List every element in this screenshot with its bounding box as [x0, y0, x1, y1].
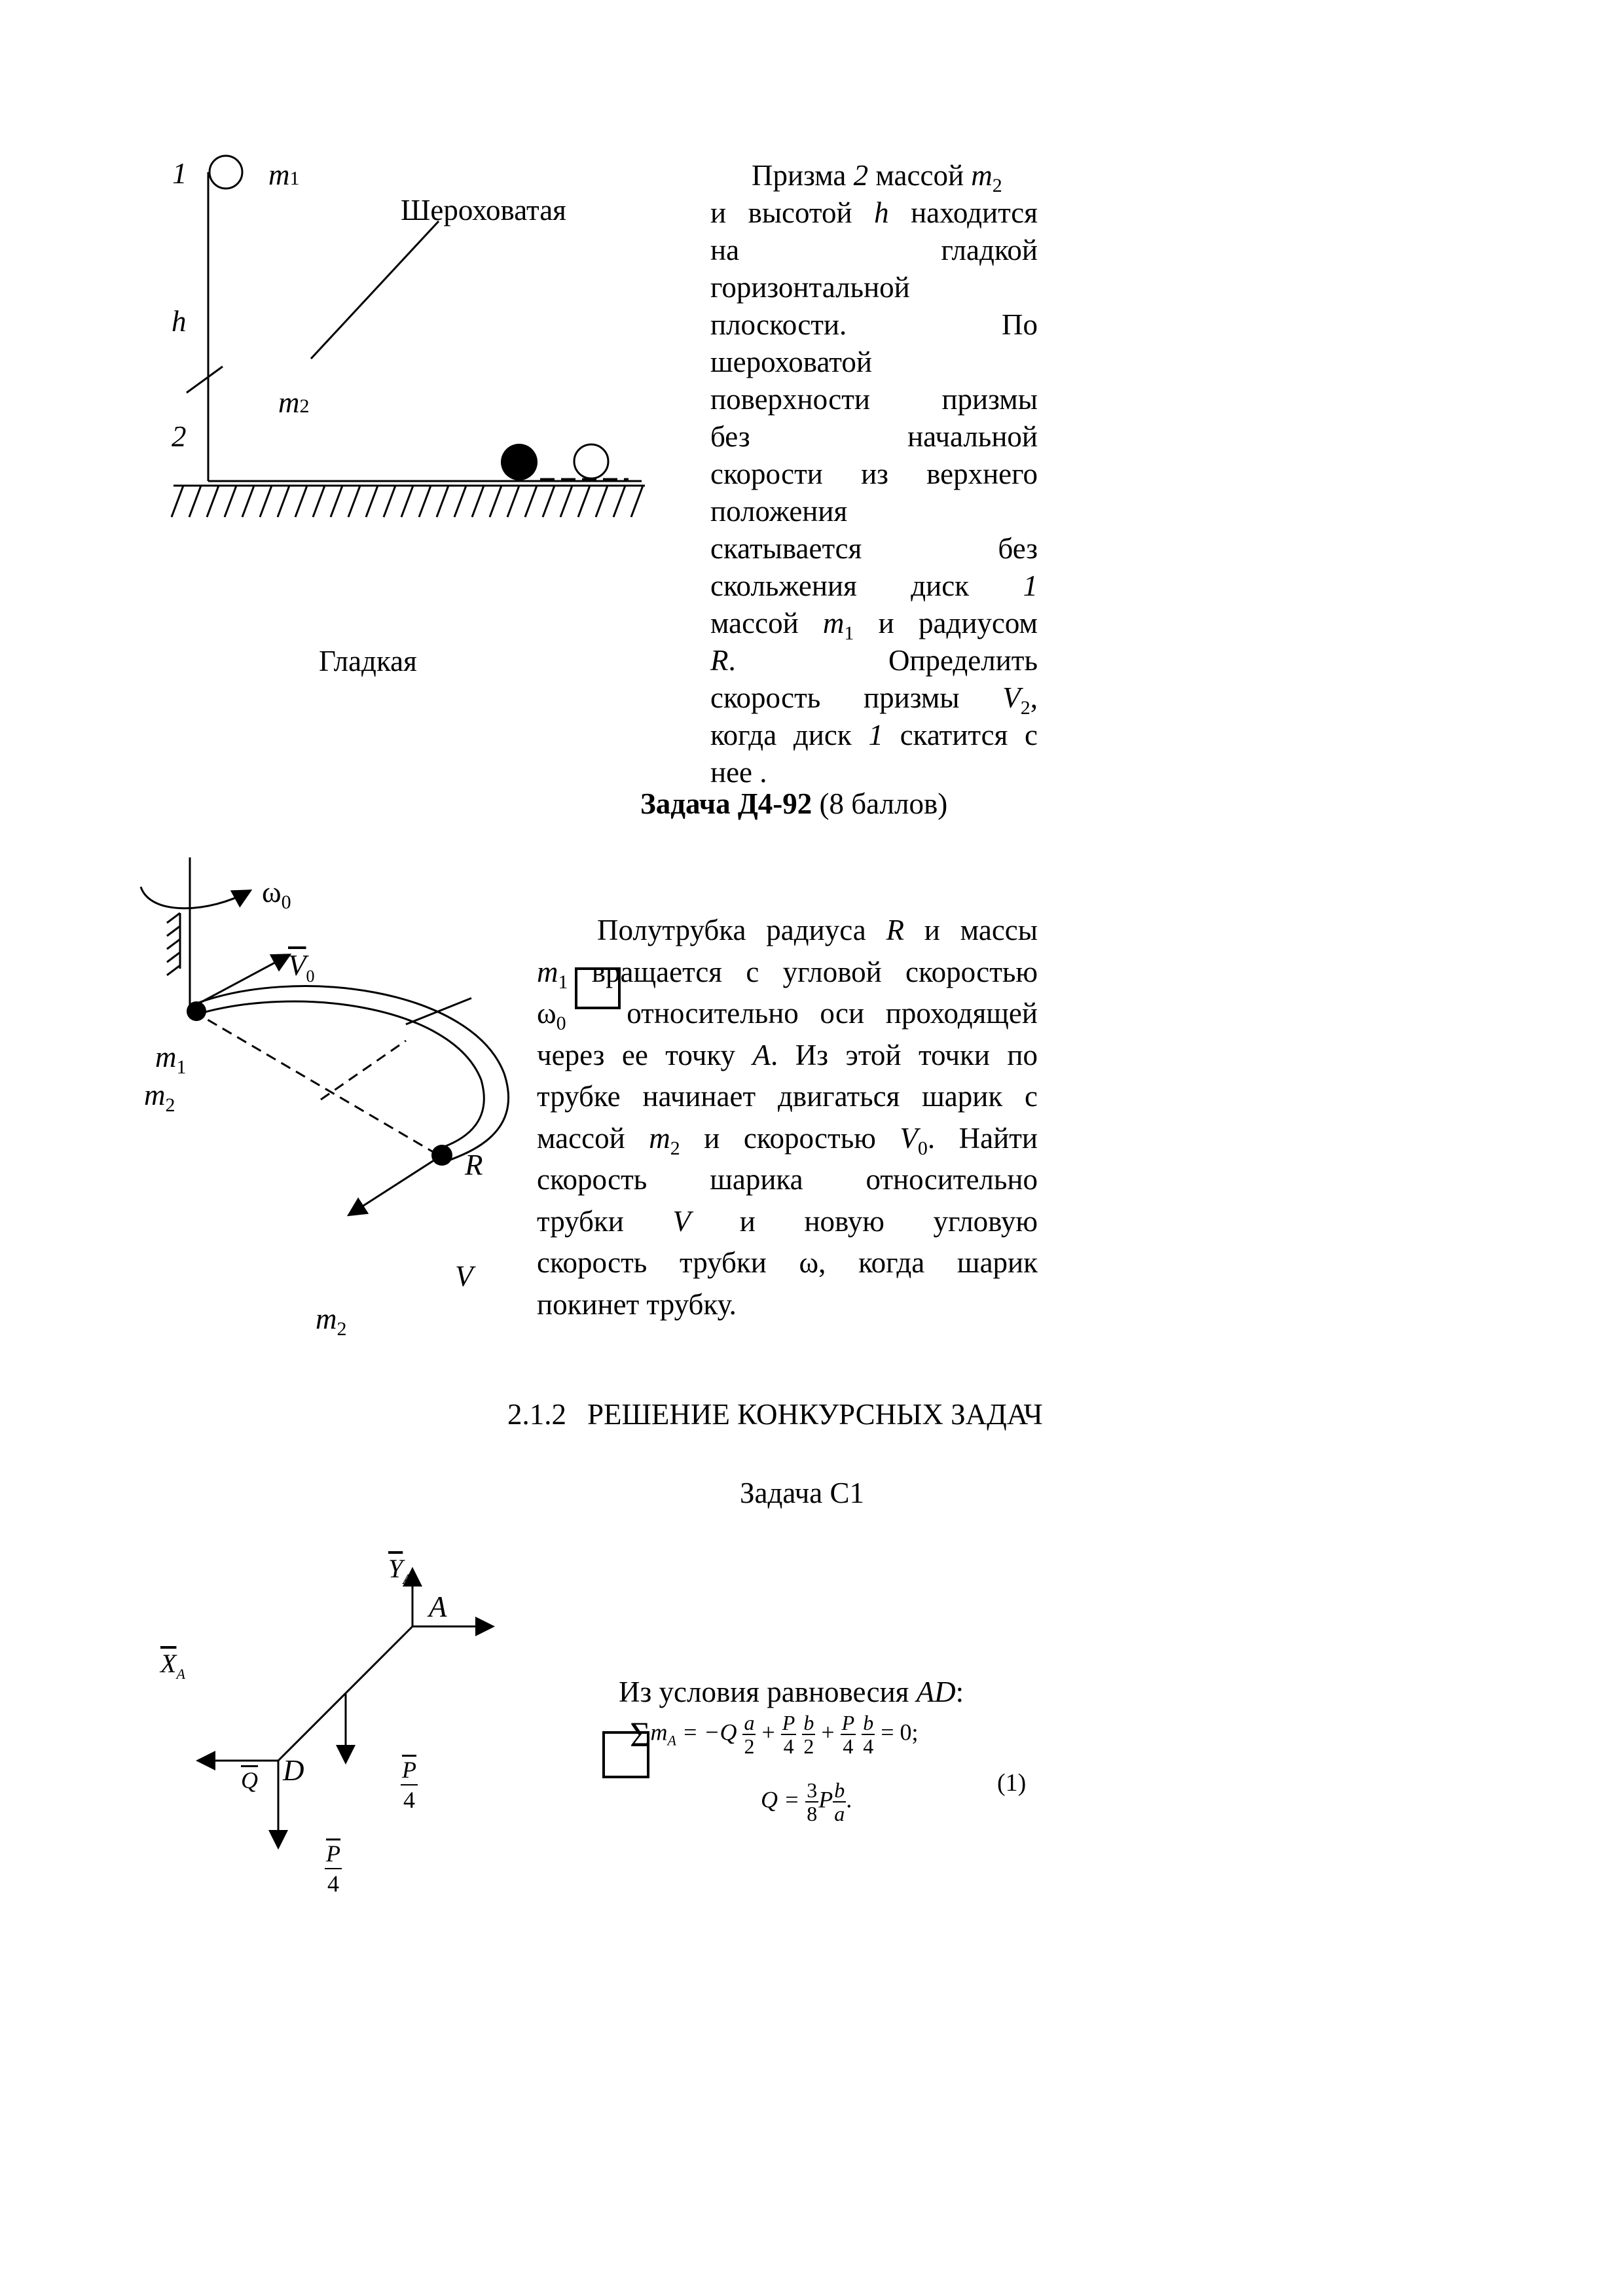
label-m2: m2 — [278, 386, 310, 419]
label-ya: $\overline{Y}_A$ — [388, 1554, 412, 1587]
label-Q: $\overline{Q}$ — [241, 1767, 258, 1793]
label-xa: $\overline{X}_A$ — [160, 1649, 185, 1682]
label-prism-2: 2 — [172, 420, 187, 453]
label-m2-fig2: $m_2$ — [144, 1079, 175, 1116]
equation-number: (1) — [997, 1769, 1027, 1797]
label-R: R — [465, 1149, 483, 1181]
label-smooth: Гладкая — [319, 645, 417, 677]
label-D: D — [283, 1754, 304, 1787]
solution-intro: Из условия равновесия AD: — [619, 1676, 964, 1708]
problem2-text: Полутрубка радиуса R и массы $m_1$ вращается с угловой скоростью $\omega_0$ относительно оси проходящей через ее точку A. Из этой точки по трубке начинает двигаться шарик с массой $m_2$ и скоростью $V_0$. Найти скорость шарика относительно трубки V и новую угловую скорость трубки ω, когда шарик покинет трубку. — [537, 914, 1038, 1321]
equation-1: $\Sigma m_A = -Q$ $\frac{a}{2}$ + $\frac{P}{4}$ $\frac{b}{2}$ + $\frac{P}{4}$ $\frac{b}{4}$ = 0; — [630, 1711, 919, 1758]
section-heading: 2.1.2 РЕШЕНИЕ КОНКУРСНЫХ ЗАДАЧ — [507, 1398, 1043, 1431]
label-h: h — [172, 305, 187, 338]
equation-2: Q = $\frac{3}{8}$ P $\frac{b}{a}$ . — [761, 1778, 852, 1825]
problem1-text: Призма 2 массой $m_2$ и высотой h находится на гладкой горизонтальной плоскости. По шероховатой поверхности призмы без начальной скорости из верхнего положения скатывается без скольжения диск 1 массой $m_1$ и радиусом R. Определить скорость призмы $V_2$, когда диск 1 скатится с нее . — [710, 159, 1038, 789]
label-m2-bottom: $m_2$ — [316, 1302, 347, 1340]
section-subtitle: Задача С1 — [740, 1477, 864, 1509]
label-m1: m1 — [268, 158, 300, 191]
label-disk-1: 1 — [172, 157, 187, 190]
label-p4-mid: $\frac{\overline{P}}{4}$ — [402, 1757, 416, 1813]
problem2-heading: Задача Д4-92 (8 баллов) — [640, 787, 948, 820]
equilibrium-figure — [0, 0, 589, 1964]
label-m1-fig2: $m_1$ — [155, 1041, 187, 1078]
label-rough: Шероховатая — [401, 194, 566, 226]
label-p4-d: $\frac{\overline{P}}{4}$ — [326, 1840, 340, 1897]
label-A: A — [429, 1590, 447, 1623]
label-V: V — [455, 1260, 473, 1293]
label-v0: $\overline{V}_0$ — [288, 949, 315, 986]
label-omega0: $\omega_0$ — [262, 876, 291, 913]
